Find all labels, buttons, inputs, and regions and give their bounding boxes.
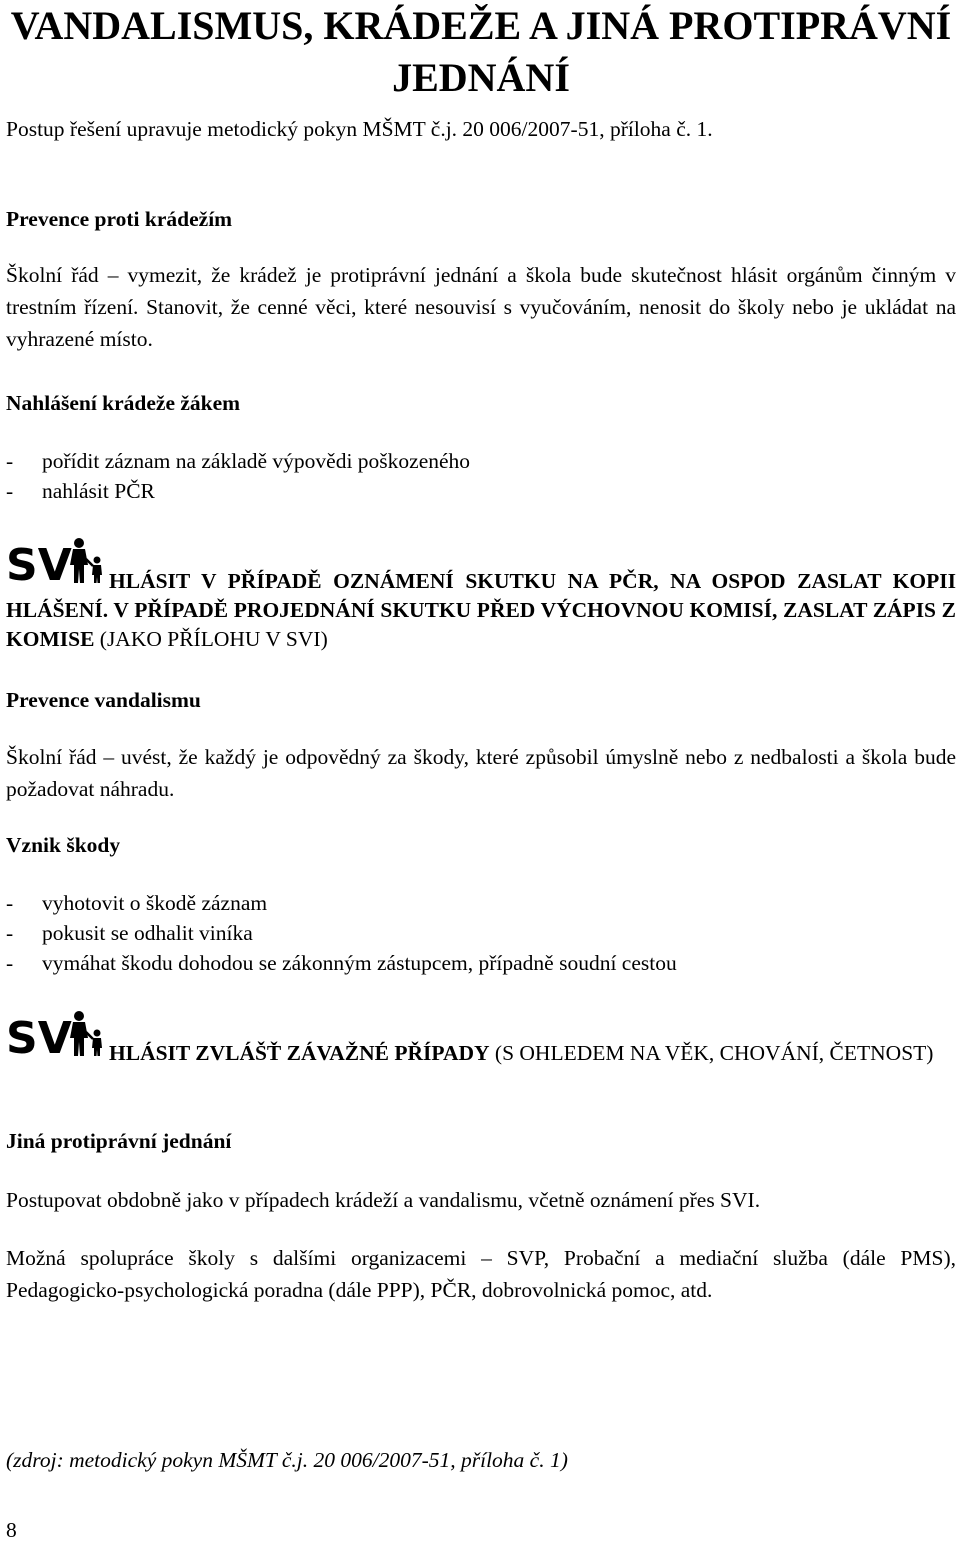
heading-prevence-kradezim: Prevence proti krádežím <box>6 207 233 231</box>
heading-jina-jednani: Jiná protiprávní jednání <box>6 1129 232 1153</box>
svi-report-instruction-2: HLÁSIT ZVLÁŠŤ ZÁVAŽNÉ PŘÍPADY (S OHLEDEM NA VĚK, CHOVÁNÍ, ČETNOST) <box>109 1041 934 1065</box>
source-citation: (zdroj: metodický pokyn MŠMT č.j. 20 006/2007-51, příloha č. 1) <box>6 1448 568 1472</box>
prevence-vandalismu-text: Školní řád – uvést, že každý je odpovědný za škody, které způsobil úmyslně nebo z nedbalosti a škola bude požadovat náhradu. <box>6 745 956 801</box>
svi-report-instruction-1: HLÁSIT V PŘÍPADĚ OZNÁMENÍ SKUTKU NA PČR, NA OSPOD ZASLAT KOPII HLÁŠENÍ. V PŘÍPADĚ PROJEDNÁNÍ SKUTKU PŘED VÝCHOVNOU KOMISÍ, ZASLAT ZÁPIS Z KOMISE (JAKO PŘÍLOHU V SVI) <box>6 569 956 651</box>
list-item: - pokusit se odhalit viníka <box>6 921 253 945</box>
heading-vznik-skody: Vznik škody <box>6 833 121 857</box>
list-item: - pořídit záznam na základě výpovědi poškozeného <box>6 449 471 473</box>
heading-prevence-vandalismu: Prevence vandalismu <box>6 688 201 712</box>
jina-jednani-text-2: Možná spolupráce školy s dalšími organizacemi – SVP, Probační a mediační služba (dále PMS), Pedagogicko-psychologická poradna (dále PPP), PČR, dobrovolnická pomoc, atd. <box>6 1246 956 1302</box>
svi-logo-text: SV <box>6 540 72 585</box>
heading-nahlaseni-kradeze: Nahlášení krádeže žákem <box>6 391 241 415</box>
svi-logo-text: SV <box>6 1013 72 1058</box>
list-item: - nahlásit PČR <box>6 479 155 503</box>
page-title: VANDALISMUS, KRÁDEŽE A JINÁ PROTIPRÁVNÍ JEDNÁNÍ <box>10 3 952 100</box>
intro-text: Postup řešení upravuje metodický pokyn MŠMT č.j. 20 006/2007-51, příloha č. 1. <box>6 117 713 141</box>
list-item: - vyhotovit o škodě záznam <box>6 891 268 915</box>
page-number: 8 <box>6 1518 17 1542</box>
prevence-kradezim-text: Školní řád – vymezit, že krádež je protiprávní jednání a škola bude skutečnost hlásit orgánům činným v trestním řízení. Stanovit, že cenné věci, které nesouvisí s vyučováním, nenosit do školy nebo je ukládat na vyhrazené místo. <box>6 263 956 351</box>
jina-jednani-text-1: Postupovat obdobně jako v případech krádeží a vandalismu, včetně oznámení přes SVI. <box>6 1188 761 1212</box>
list-item: - vymáhat škodu dohodou se zákonným zástupcem, případně soudní cestou <box>6 951 677 975</box>
